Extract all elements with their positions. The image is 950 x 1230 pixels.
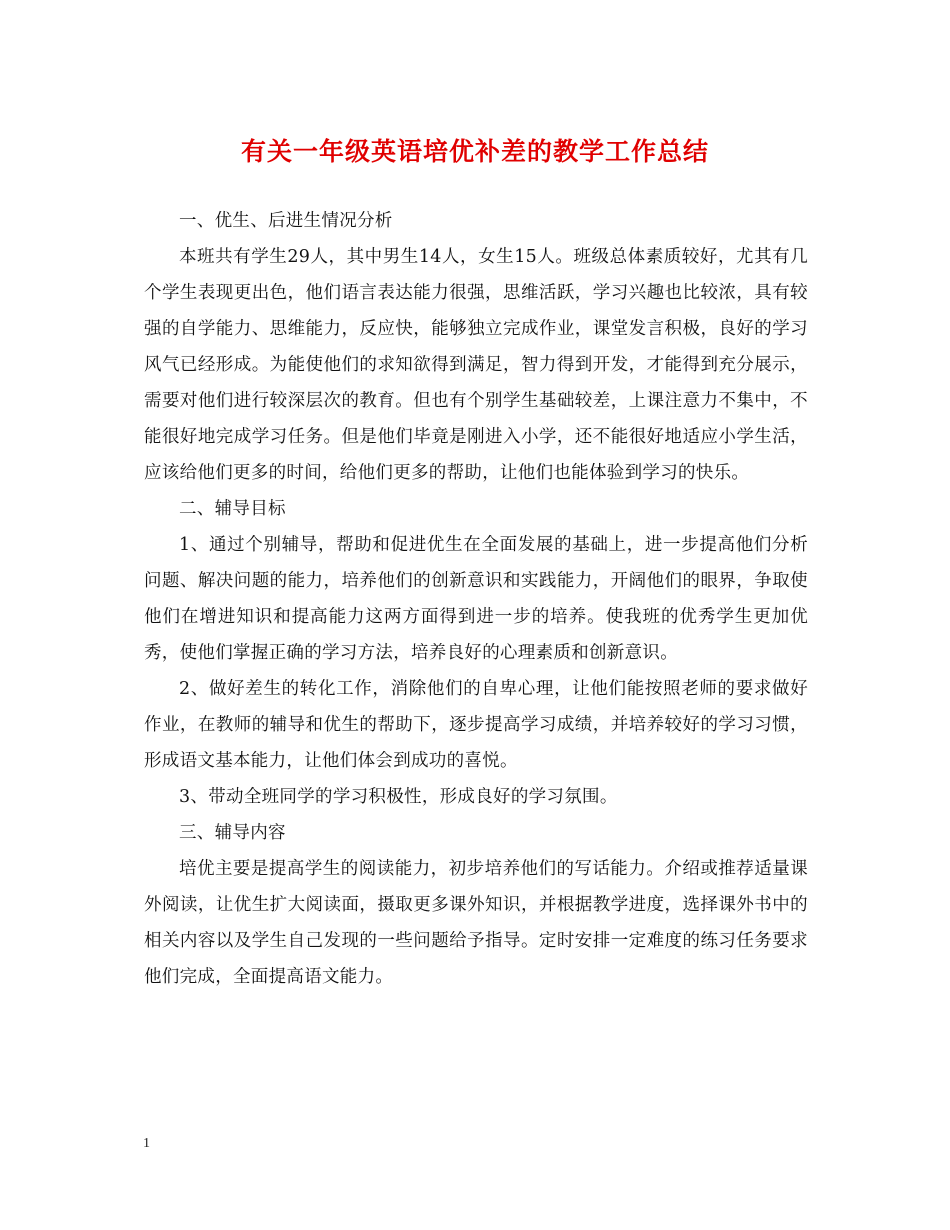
document-title: 有关一年级英语培优补差的教学工作总结 (240, 137, 709, 166)
paragraph-goal-3: 3、带动全班同学的学习积极性，形成良好的学习氛围。 (179, 787, 618, 807)
section-heading-goals: 二、辅导目标 (179, 499, 286, 519)
paragraph-goal-2: 2、做好差生的转化工作，消除他们的自卑心理，让他们能按照老师的要求做好作业，在教师的辅导和优生的帮助下，逐步提高学习成绩，并培养较好的学习习惯，形成语文基本能力，让他们体会到成功的喜悦。 (144, 679, 808, 771)
document-body (144, 203, 808, 995)
paragraph-goal-1: 1、通过个别辅导，帮助和促进优生在全面发展的基础上，进一步提高他们分析问题、解决问题的能力，培养他们的创新意识和实践能力，开阔他们的眼界，争取使他们在增进知识和提高能力这两方面得到进一步的培养。使我班的优秀学生更加优秀，使他们掌握正确的学习方法，培养良好的心理素质和创新意识。 (144, 535, 808, 663)
paragraph-content: 培优主要是提高学生的阅读能力，初步培养他们的写话能力。介绍或推荐适量课外阅读，让优生扩大阅读面，摄取更多课外知识，并根据教学进度，选择课外书中的相关内容以及学生自己发现的一些问题给予指导。定时安排一定难度的练习任务要求他们完成，全面提高语文能力。 (144, 859, 808, 987)
section-heading-content: 三、辅导内容 (179, 823, 286, 843)
page-number: 1 (143, 1136, 150, 1151)
section-heading-analysis: 一、优生、后进生情况分析 (179, 211, 393, 231)
paragraph-analysis: 本班共有学生29人，其中男生14人，女生15人。班级总体素质较好，尤其有几个学生表现更出色，他们语言表达能力很强，思维活跃，学习兴趣也比较浓，具有较强的自学能力、思维能力，反应快，能够独立完成作业，课堂发言积极，良好的学习风气已经形成。为能使他们的求知欲得到满足，智力得到开发，才能得到充分展示，需要对他们进行较深层次的教育。但也有个别学生基础较差，上课注意力不集中，不能很好地完成学习任务。但是他们毕竟是刚进入小学，还不能很好地适应小学生活，应该给他们更多的时间，给他们更多的帮助，让他们也能体验到学习的快乐。 (144, 247, 808, 483)
